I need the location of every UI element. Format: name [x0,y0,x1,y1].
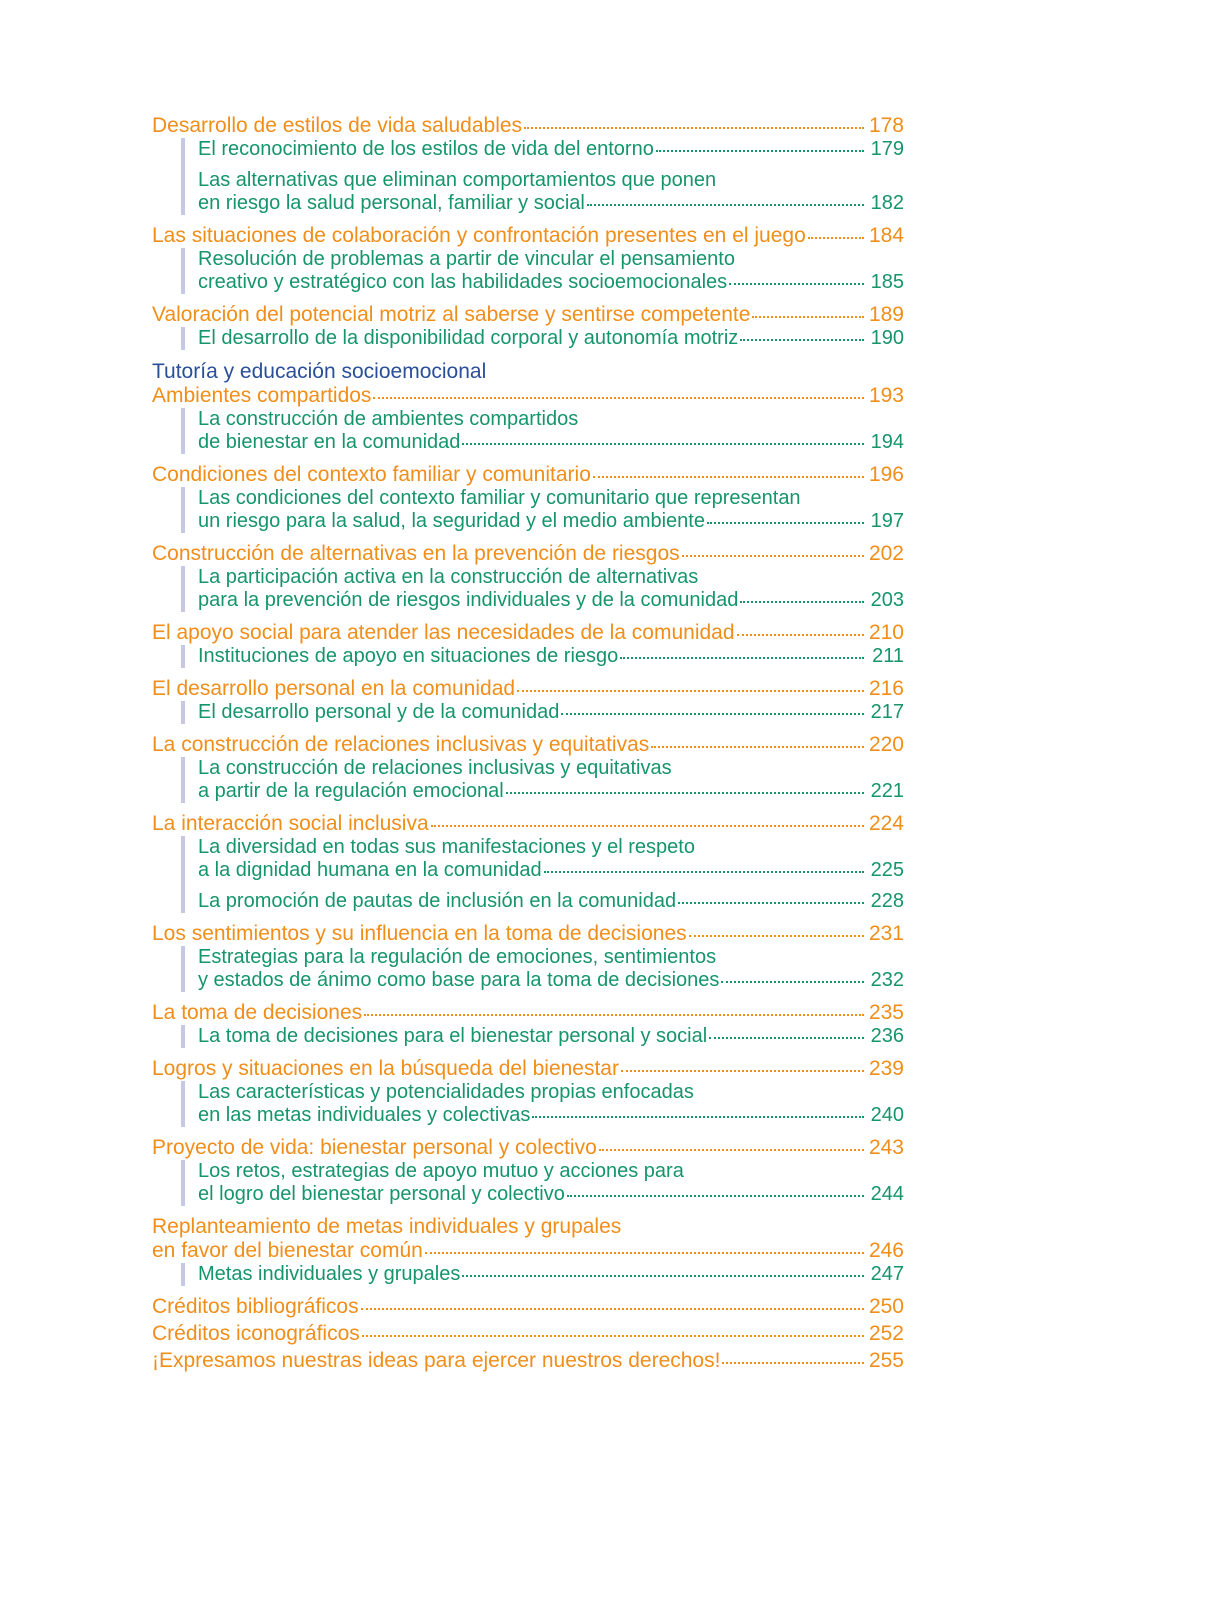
dot-leader [361,1308,864,1310]
subtopic-title-line [198,138,904,161]
dot-leader [524,127,864,129]
chapter-title-text: La construcción de relaciones inclusivas y equitativas [152,733,650,756]
subtopic-title-line: Estrategias para la regulación de emociones, sentimientos [198,946,717,968]
toc-subtopic-entry[interactable] [198,138,904,161]
chapter-title-text: Logros y situaciones en la búsqueda del bienestar [152,1057,619,1080]
chapter-title-text: Valoración del potencial motriz al saberse y sentirse competente [152,303,751,326]
page-number: 210 [868,621,904,644]
toc-subtopic-entry[interactable] [198,645,904,668]
subtopic-title-text: en riesgo la salud personal, familiar y social [198,192,585,214]
dot-leader [362,1335,864,1337]
chapter-title-line [152,733,904,757]
chapter-title-line [152,224,904,248]
subtopic-title-line: La construcción de relaciones inclusivas y equitativas [198,757,672,779]
subtopic-title-line [198,780,904,803]
chapter-title-text: El apoyo social para atender las necesidades de la comunidad [152,621,735,644]
dot-leader [689,935,864,937]
chapter-title-text: Los sentimientos y su influencia en la toma de decisiones [152,922,687,945]
end-title-line [152,1322,904,1346]
toc-subtopic-entry[interactable] [198,890,904,913]
page-number: 196 [868,463,904,486]
toc-subtopic-entry[interactable] [198,487,904,533]
dot-leader [707,522,864,524]
page-number: 228 [870,890,904,912]
toc-block-credits [152,1295,904,1373]
subtopic-title-text: y estados de ánimo como base para la toma de decisiones [198,969,720,991]
dot-leader [752,316,864,318]
dot-leader [587,204,864,206]
toc-subtopic-entry[interactable] [198,1025,904,1048]
subtopic-title-line [198,271,904,294]
toc-subtopics [181,248,904,294]
dot-leader [740,339,864,341]
subtopic-title-text: La toma de decisiones para el bienestar personal y social [198,1025,708,1047]
subtopic-title-text: El desarrollo de la disponibilidad corporal y autonomía motriz [198,327,739,349]
page-number: 247 [870,1263,904,1285]
page-number: 194 [870,431,904,453]
dot-leader [599,1149,864,1151]
page-number: 244 [870,1183,904,1205]
page-number: 231 [868,922,904,945]
dot-leader [722,1362,864,1364]
subtopic-title-text: El desarrollo personal y de la comunidad [198,701,560,723]
page-number: 232 [870,969,904,991]
toc-subtopics [181,645,904,668]
chapter-title-line [152,1136,904,1160]
toc-subtopics [181,138,904,215]
toc-subtopics [181,757,904,803]
toc-chapter-entry[interactable] [152,1136,904,1160]
page-number: 225 [870,859,904,881]
dot-leader [364,1014,864,1016]
dot-leader [620,657,864,659]
end-title-line [152,1295,904,1319]
toc-subtopics [181,327,904,350]
toc-chapter-entry[interactable] [152,224,904,248]
subtopic-title-line [198,510,904,533]
toc-chapter-entry[interactable] [152,1215,904,1263]
page-number: 220 [868,733,904,756]
dot-leader [561,713,864,715]
page-number: 250 [868,1295,904,1318]
subtopic-title-line [198,327,904,350]
page-number: 216 [868,677,904,700]
toc-subtopics [181,946,904,992]
subtopic-title-line [198,589,904,612]
dot-leader [621,1070,864,1072]
toc-subtopic-entry[interactable] [198,946,904,992]
toc-chapter-entry[interactable] [152,542,904,566]
toc-subtopics [181,566,904,612]
toc-subtopic-entry[interactable] [198,1263,904,1286]
subtopic-title-text: creativo y estratégico con las habilidades socioemocionales [198,271,728,293]
end-title-text: ¡Expresamos nuestras ideas para ejercer nuestros derechos! [152,1349,721,1372]
page-number: 246 [868,1239,904,1262]
chapter-title-line [152,812,904,836]
section-heading: Tutoría y educación socioemocional [152,360,487,383]
toc-chapter-entry[interactable] [152,463,904,487]
toc-chapter-entry[interactable] [152,1057,904,1081]
toc-subtopics [181,1081,904,1127]
page-number: 236 [870,1025,904,1047]
subtopic-title-line [198,192,904,215]
toc-subtopic-entry[interactable] [198,327,904,350]
dot-leader [709,1037,864,1039]
page-number: 203 [870,589,904,611]
subtopic-title-text: a partir de la regulación emocional [198,780,504,802]
subtopic-title-line [198,890,904,913]
toc-subtopic-entry[interactable] [198,701,904,724]
chapter-title-line [152,922,904,946]
page-number: 217 [870,701,904,723]
toc-block-tutoring [152,384,904,1286]
toc-chapter-entry[interactable] [152,733,904,757]
subtopic-title-line [198,431,904,454]
table-of-contents [152,114,904,1373]
chapter-title-text: Construcción de alternativas en la prevención de riesgos [152,542,680,565]
chapter-title-text: El desarrollo personal en la comunidad [152,677,516,700]
dot-leader [462,1275,864,1277]
toc-subtopic-entry[interactable] [198,248,904,294]
dot-leader [517,690,864,692]
dot-leader [567,1195,864,1197]
toc-subtopic-entry[interactable] [198,566,904,612]
subtopic-title-text: de bienestar en la comunidad [198,431,461,453]
page-number: 235 [868,1001,904,1024]
chapter-title-line [152,463,904,487]
subtopic-title-text: en las metas individuales y colectivas [198,1104,531,1126]
toc-subtopics [181,1025,904,1048]
subtopic-title-text: Instituciones de apoyo en situaciones de riesgo [198,645,619,667]
dot-leader [808,237,864,239]
chapter-title-text: Ambientes compartidos [152,384,372,407]
subtopic-title-text: La promoción de pautas de inclusión en la comunidad [198,890,677,912]
subtopic-title-line: La construcción de ambientes compartidos [198,408,579,430]
subtopic-title-line [198,645,904,668]
subtopic-title-line [198,1263,904,1286]
subtopic-title-line: Las condiciones del contexto familiar y comunitario que representan [198,487,801,509]
dot-leader [682,555,864,557]
toc-subtopics [181,487,904,533]
chapter-title-text: Desarrollo de estilos de vida saludables [152,114,523,137]
page-number: 202 [868,542,904,565]
chapter-title-line [152,384,904,408]
dot-leader [373,397,864,399]
dot-leader [593,476,864,478]
dot-leader [740,601,864,603]
chapter-title-line [152,542,904,566]
toc-subtopic-entry[interactable] [198,169,904,215]
page-number: 179 [870,138,904,160]
chapter-title-line [152,1057,904,1081]
toc-block-physical-education [152,114,904,350]
subtopic-title-line [198,1183,904,1206]
page-number: 224 [868,812,904,835]
dot-leader [425,1252,864,1254]
dot-leader [678,902,864,904]
page-number: 193 [868,384,904,407]
toc-end-entry[interactable] [152,1295,904,1319]
toc-subtopic-entry[interactable] [198,408,904,454]
page-number: 189 [868,303,904,326]
dot-leader [656,150,864,152]
dot-leader [462,443,864,445]
dot-leader [532,1116,864,1118]
subtopic-title-line: Las características y potencialidades propias enfocadas [198,1081,694,1103]
page-number: 211 [872,645,904,667]
subtopic-title-text: el logro del bienestar personal y colectivo [198,1183,565,1205]
dot-leader [506,792,864,794]
page-number: 182 [870,192,904,214]
toc-subtopics [181,1263,904,1286]
page-number: 252 [868,1322,904,1345]
chapter-title-line [152,677,904,701]
subtopic-title-line: Las alternativas que eliminan comportamientos que ponen [198,169,717,191]
chapter-title-line [152,1239,904,1263]
dot-leader [431,825,864,827]
chapter-title-line [152,303,904,327]
toc-subtopic-entry[interactable] [198,757,904,803]
chapter-title-text: Las situaciones de colaboración y confrontación presentes en el juego [152,224,806,247]
chapter-title-line [152,114,904,138]
page-number: 239 [868,1057,904,1080]
toc-chapter-entry[interactable] [152,1001,904,1025]
dot-leader [721,981,864,983]
toc-subtopics [181,836,904,913]
chapter-title-line: Replanteamiento de metas individuales y grupales [152,1215,622,1238]
subtopic-title-line [198,1104,904,1127]
page-number: 190 [870,327,904,349]
dot-leader [651,746,864,748]
end-title-line [152,1349,904,1373]
toc-chapter-entry[interactable] [152,677,904,701]
subtopic-title-line: La participación activa en la construcción de alternativas [198,566,699,588]
subtopic-title-line [198,701,904,724]
toc-subtopics [181,701,904,724]
page-number: 185 [870,271,904,293]
page-number: 255 [868,1349,904,1372]
page-number: 240 [870,1104,904,1126]
subtopic-title-text: Metas individuales y grupales [198,1263,461,1285]
toc-subtopics [181,408,904,454]
dot-leader [737,634,864,636]
end-title-text: Créditos bibliográficos [152,1295,359,1318]
page-number: 184 [868,224,904,247]
chapter-title-line [152,621,904,645]
subtopic-title-line: Resolución de problemas a partir de vincular el pensamiento [198,248,735,270]
subtopic-title-text: El reconocimiento de los estilos de vida del entorno [198,138,654,160]
chapter-title-text: Proyecto de vida: bienestar personal y colectivo [152,1136,597,1159]
dot-leader [729,283,864,285]
subtopic-title-text: para la prevención de riesgos individuales y de la comunidad [198,589,739,611]
subtopic-title-line [198,969,904,992]
toc-chapter-entry[interactable] [152,303,904,327]
toc-subtopic-entry[interactable] [198,1081,904,1127]
subtopic-title-text: un riesgo para la salud, la seguridad y el medio ambiente [198,510,705,532]
subtopic-title-line [198,1025,904,1048]
chapter-title-line [152,1001,904,1025]
subtopic-title-line: Los retos, estrategias de apoyo mutuo y acciones para [198,1160,684,1182]
toc-end-entry[interactable] [152,1322,904,1346]
subtopic-title-text: a la dignidad humana en la comunidad [198,859,542,881]
toc-chapter-entry[interactable] [152,812,904,836]
toc-subtopic-entry[interactable] [198,836,904,882]
dot-leader [544,871,864,873]
subtopic-title-line: La diversidad en todas sus manifestaciones y el respeto [198,836,695,858]
toc-chapter-entry[interactable] [152,384,904,408]
chapter-title-text: La interacción social inclusiva [152,812,429,835]
toc-subtopic-entry[interactable] [198,1160,904,1206]
page-number: 221 [870,780,904,802]
page-number: 178 [868,114,904,137]
toc-end-entry[interactable] [152,1349,904,1373]
chapter-title-text: en favor del bienestar común [152,1239,423,1262]
end-title-text: Créditos iconográficos [152,1322,360,1345]
chapter-title-text: La toma de decisiones [152,1001,363,1024]
toc-chapter-entry[interactable] [152,621,904,645]
toc-chapter-entry[interactable] [152,922,904,946]
chapter-title-text: Condiciones del contexto familiar y comunitario [152,463,591,486]
toc-subtopics [181,1160,904,1206]
page-number: 243 [868,1136,904,1159]
toc-chapter-entry[interactable] [152,114,904,138]
page-number: 197 [870,510,904,532]
subtopic-title-line [198,859,904,882]
